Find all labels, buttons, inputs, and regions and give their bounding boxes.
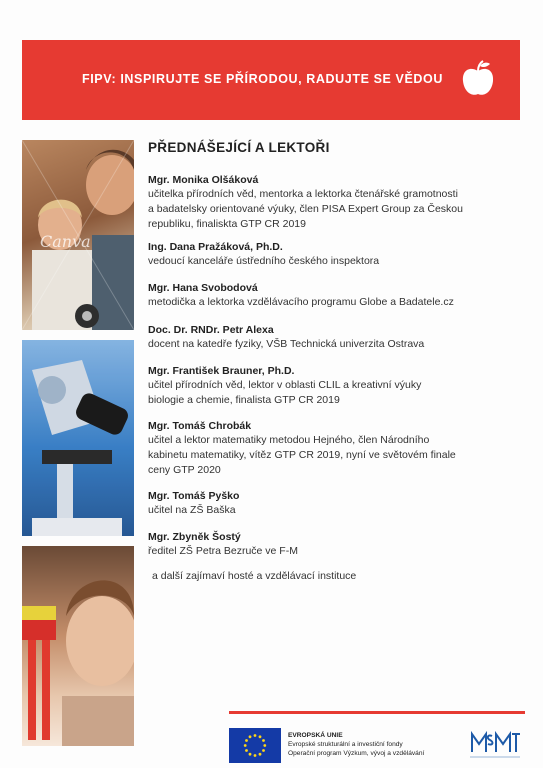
- lecturer-entry: [148, 323, 528, 352]
- watermark-text: Canva: [40, 232, 91, 251]
- eu-funding-text: [288, 731, 424, 758]
- eu-line-3: Operační program Výzkum, vývoj a vzdělávání: [288, 750, 425, 757]
- lecturer-name: Mgr. Tomáš Pyško: [148, 490, 240, 502]
- lecturer-description: ředitel ZŠ Petra Bezruče ve F-M: [148, 545, 298, 557]
- lecturer-name: Mgr. Hana Svobodová: [148, 282, 258, 294]
- lecturer-description: republiku, finaliskta GTP CR 2019: [148, 218, 306, 230]
- lecturer-description: učitel přírodních věd, lektor v oblasti CLIL a kreativní výuky: [148, 379, 422, 391]
- eu-line-2: Evropské strukturální a investiční fondy: [288, 741, 403, 748]
- lecturer-description: učitel na ZŠ Baška: [148, 504, 236, 516]
- photo-child-blocks: [22, 546, 134, 746]
- lecturer-entry: [148, 530, 528, 559]
- section-heading: PŘEDNÁŠEJÍCÍ A LEKTOŘI: [148, 140, 330, 155]
- lecturer-description: biologie a chemie, finalista GTP CR 2019: [148, 394, 340, 406]
- lecturer-name: Doc. Dr. RNDr. Petr Alexa: [148, 324, 274, 336]
- lecturer-name: Mgr. Zbyněk Šostý: [148, 531, 241, 543]
- apple-icon: [460, 58, 496, 98]
- lecturer-description: a badatelsky orientované výuky, člen PISA Expert Group za Českou: [148, 203, 463, 215]
- lecturer-description: ceny GTP 2020: [148, 464, 221, 476]
- lecturer-entry: [148, 419, 528, 478]
- lecturer-entry: [148, 489, 528, 518]
- lecturer-entry: [148, 173, 528, 232]
- lecturer-description: kabinetu matematiky, vítěz GTP CR 2019, nyní ve světovém finale: [148, 449, 456, 461]
- lecturer-name: Mgr. Tomáš Chrobák: [148, 420, 252, 432]
- lecturer-description: metodička a lektorka vzdělávacího programu Globe a Badatele.cz: [148, 296, 454, 308]
- lecturer-description: docent na katedře fyziky, VŠB Technická univerzita Ostrava: [148, 338, 425, 350]
- banner-title: FIPV: INSPIRUJTE SE PŘÍRODOU, RADUJTE SE VĚDOU: [82, 72, 443, 86]
- lecturer-name: Ing. Dana Pražáková, Ph.D.: [148, 241, 283, 253]
- lecturer-description: učitelka přírodních věd, mentorka a lektorka čtenářské gramotnosti: [148, 188, 458, 200]
- photo-microscope: [22, 340, 134, 536]
- footer-divider: [229, 711, 525, 714]
- eu-line-1: EVROPSKÁ UNIE: [288, 732, 343, 739]
- lecturer-description: učitel a lektor matematiky metodou Hejného, člen Národního: [148, 434, 430, 446]
- photo-strip: [22, 140, 134, 746]
- msmt-logo-icon: [466, 726, 522, 762]
- header-banner: [22, 40, 520, 120]
- lecturer-name: Mgr. Monika Olšáková: [148, 174, 259, 186]
- photo-children-science: [22, 140, 134, 330]
- lecturer-entry: [148, 364, 528, 408]
- lecturer-description: vedoucí kanceláře ústředního českého inspektora: [148, 255, 380, 267]
- lecturer-name: Mgr. František Brauner, Ph.D.: [148, 365, 295, 377]
- lecturer-entry: [148, 281, 528, 310]
- eu-flag-icon: [229, 728, 281, 763]
- closing-note: a další zajímaví hosté a vzdělávací instituce: [152, 570, 357, 582]
- lecturer-entry: [148, 240, 528, 269]
